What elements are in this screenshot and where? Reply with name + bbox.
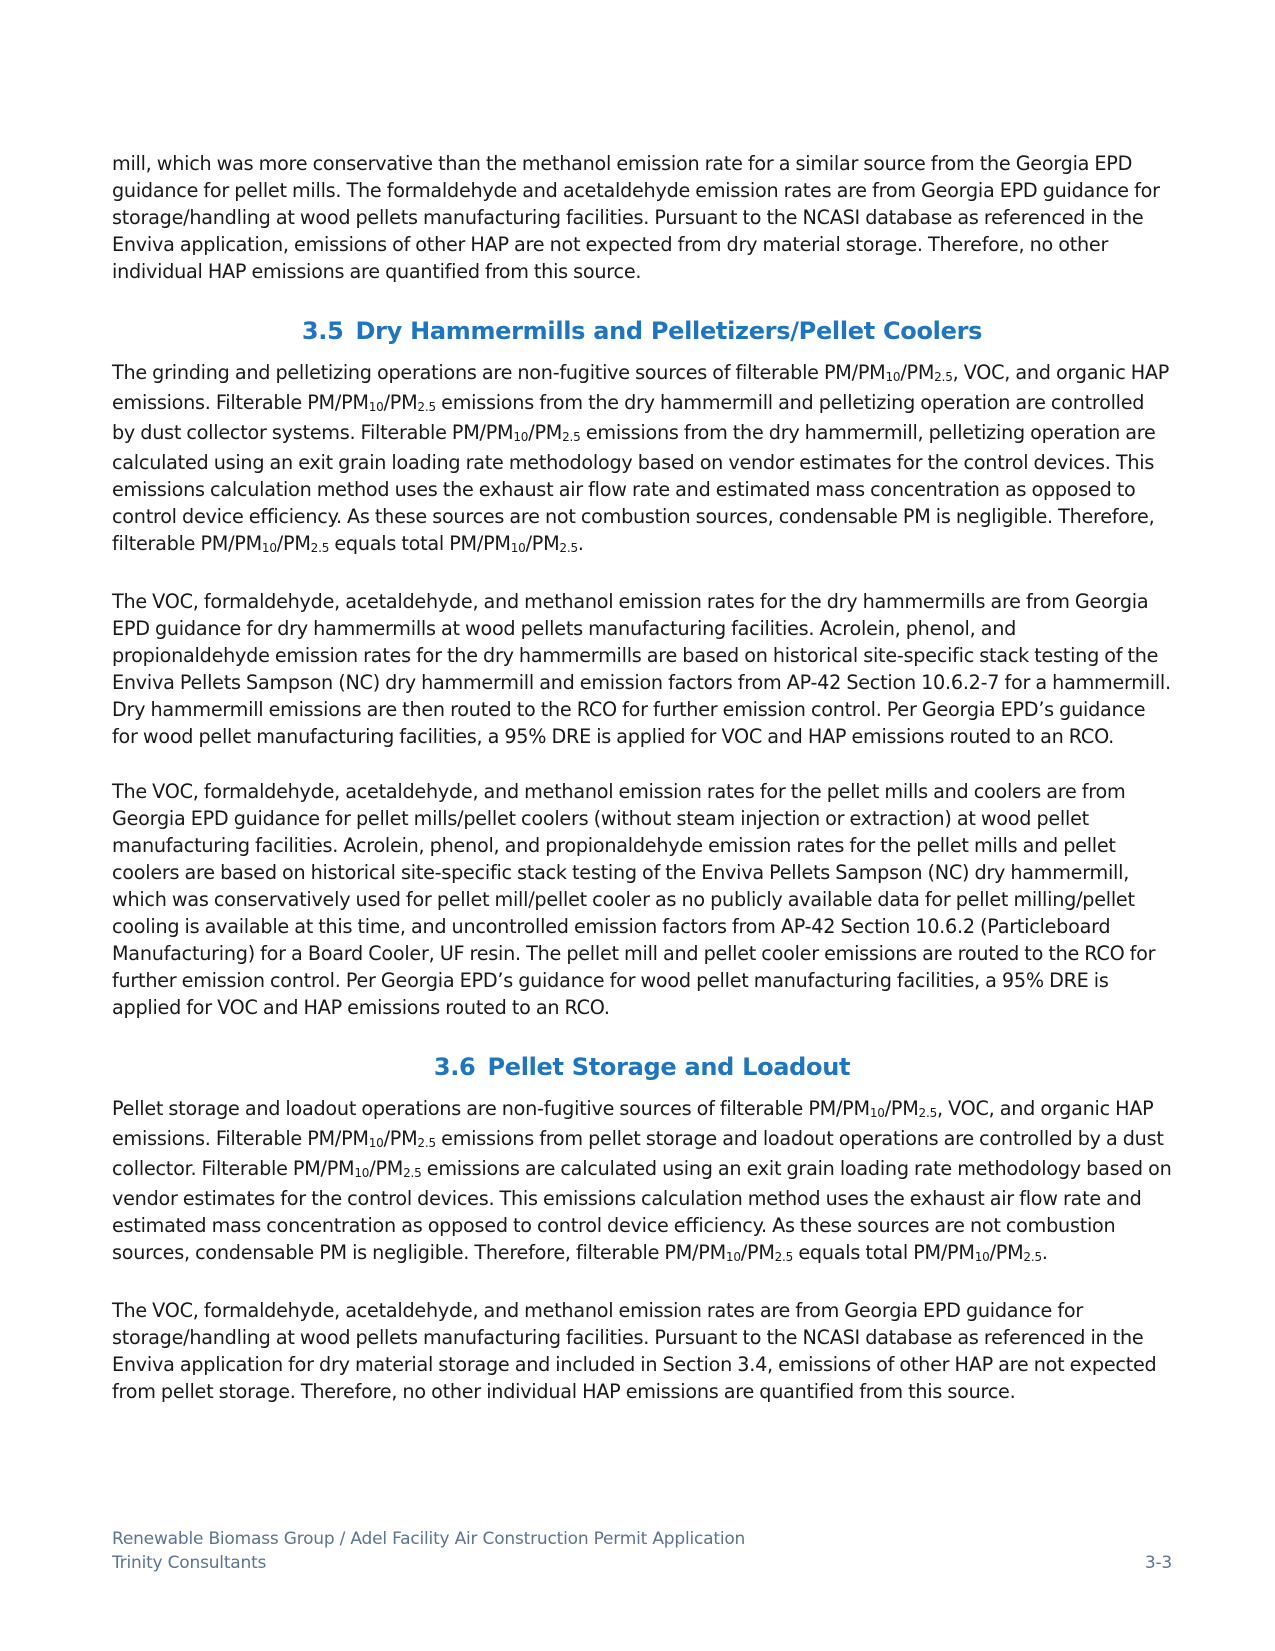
paragraph-continued: mill, which was more conservative than the methanol emission rate for a similar source from the Georgia EPD guidance for pellet mills. The formaldehyde and acetaldehyde emission rates are from Georgia EPD guidance for storage/handling at wood pellets manufacturing facilities. Pursuant to the NCASI database as referenced in the Enviva application, emissions of other HAP are not expected from dry material storage. Therefore, no other individual HAP emissions are quantified from this source.	[112, 152, 1160, 283]
paragraph-3-5-1	[112, 359, 1172, 560]
footer-company: Trinity Consultants	[112, 1553, 267, 1573]
subscript: 10	[368, 400, 384, 414]
text-run: /PM	[884, 1097, 919, 1120]
text-run: /PM	[369, 1157, 404, 1180]
subscript: 10	[510, 541, 526, 555]
page-footer	[112, 1527, 1172, 1575]
text-run: emissions from pellet storage and loadout operations are controlled by a dust collector. Filterable PM/PM	[112, 1127, 1164, 1180]
paragraph-3-5-2: The VOC, formaldehyde, acetaldehyde, and methanol emission rates for the dry hammermills are from Georgia EPD guidance for dry hammermills at wood pellets manufacturing facilities. Acrolein, phenol, and propionaldehyde emission rates for the dry hammermills are based on historical site-specific stack testing of the Enviva Pellets Sampson (NC) dry hammermill and emission factors from AP-42 Section 10.6.2-7 for a hammermill. Dry hammermill emissions are then routed to the RCO for further emission control. Per Georgia EPD’s guidance for wood pellet manufacturing facilities, a 95% DRE is applied for VOC and HAP emissions routed to an RCO.	[112, 590, 1171, 748]
text-run: /PM	[525, 532, 560, 555]
text-run: , VOC, and organic HAP emissions. Filterable PM/PM	[112, 1097, 1154, 1150]
text-run: , VOC, and organic HAP emissions. Filterable PM/PM	[112, 361, 1170, 414]
subscript: 2.5	[417, 1136, 436, 1150]
text-run: .	[577, 532, 584, 555]
subscript: 10	[354, 1166, 370, 1180]
text-run: /PM	[528, 421, 563, 444]
text-run: emissions from the dry hammermill, pelletizing operation are calculated using an exit grain loading rate methodology based on vendor estimates for the control devices. This emissions calculation method uses the exhaust air flow rate and estimated mass concentration as opposed to control device efficiency. As these sources are not combustion sources, condensable PM is negligible. Therefore, filterable PM/PM	[112, 421, 1156, 555]
text-run: Pellet storage and loadout operations are non-fugitive sources of filterable PM/PM	[112, 1097, 870, 1120]
section-title: Dry Hammermills and Pelletizers/Pellet Coolers	[355, 317, 983, 345]
subscript: 2.5	[310, 541, 330, 555]
text-run: /PM	[989, 1241, 1024, 1264]
footer-document-title: Renewable Biomass Group / Adel Facility Air Construction Permit Application	[112, 1529, 746, 1549]
subscript: 10	[513, 430, 529, 444]
document-body	[112, 150, 1172, 1433]
paragraph-3-5-3: The VOC, formaldehyde, acetaldehyde, and methanol emission rates for the pellet mills and coolers are from Georgia EPD guidance for pellet mills/pellet coolers (without steam injection or extraction) at wood pellet manufacturing facilities. Acrolein, phenol, and propionaldehyde emission rates for the pellet mills and pellet coolers are based on historical site-specific stack testing of the Enviva Pellets Sampson (NC) dry hammermill, which was conservatively used for pellet mill/pellet cooler as no publicly available data for pellet milling/pellet cooling is available at this time, and uncontrolled emission factors from AP-42 Section 10.6.2 (Particleboard Manufacturing) for a Board Cooler, UF resin. The pellet mill and pellet cooler emissions are routed to the RCO for further emission control. Per Georgia EPD’s guidance for wood pellet manufacturing facilities, a 95% DRE is applied for VOC and HAP emissions routed to an RCO.	[112, 780, 1156, 1019]
subscript: 10	[885, 370, 901, 384]
text-run: /PM	[383, 391, 418, 414]
text-run: /PM	[276, 532, 311, 555]
section-heading-3-5	[112, 313, 1172, 349]
subscript: 2.5	[934, 370, 953, 384]
section-title: Pellet Storage and Loadout	[487, 1053, 851, 1081]
section-heading-3-6	[112, 1049, 1172, 1085]
text-run: The grinding and pelletizing operations are non-fugitive sources of filterable PM/PM	[112, 361, 886, 384]
subscript: 2.5	[559, 541, 578, 555]
text-run: /PM	[900, 361, 935, 384]
text-run: /PM	[383, 1127, 418, 1150]
subscript: 2.5	[562, 430, 581, 444]
paragraph-3-6-2: The VOC, formaldehyde, acetaldehyde, and methanol emission rates are from Georgia EPD guidance for storage/handling at wood pellets manufacturing facilities. Pursuant to the NCASI database as referenced in the Enviva application for dry material storage and included in Section 3.4, emissions of other HAP are not expected from pellet storage. Therefore, no other individual HAP emissions are quantified from this source.	[112, 1299, 1157, 1403]
section-number: 3.6	[433, 1053, 476, 1081]
text-run: .	[1041, 1241, 1048, 1264]
subscript: 10	[368, 1136, 384, 1150]
subscript: 10	[725, 1250, 741, 1264]
text-run: equals total PM/PM	[793, 1241, 975, 1264]
subscript: 2.5	[774, 1250, 794, 1264]
subscript: 10	[869, 1106, 885, 1120]
page-number: 3-3	[1144, 1553, 1172, 1573]
subscript: 10	[261, 541, 277, 555]
text-run: emissions from the dry hammermill and pelletizing operation are controlled by dust collector systems. Filterable PM/PM	[112, 391, 1145, 444]
text-run: emissions are calculated using an exit grain loading rate methodology based on vendor estimates for the control devices. This emissions calculation method uses the exhaust air flow rate and estimated mass concentration as opposed to control device efficiency. As these sources are not combustion sources, condensable PM is negligible. Therefore, filterable PM/PM	[112, 1157, 1172, 1264]
text-run: equals total PM/PM	[329, 532, 511, 555]
subscript: 10	[974, 1250, 990, 1264]
text-run: /PM	[740, 1241, 775, 1264]
subscript: 2.5	[918, 1106, 938, 1120]
subscript: 2.5	[403, 1166, 422, 1180]
subscript: 2.5	[1023, 1250, 1042, 1264]
subscript: 2.5	[417, 400, 436, 414]
section-number: 3.5	[301, 317, 344, 345]
paragraph-3-6-1	[112, 1095, 1172, 1269]
